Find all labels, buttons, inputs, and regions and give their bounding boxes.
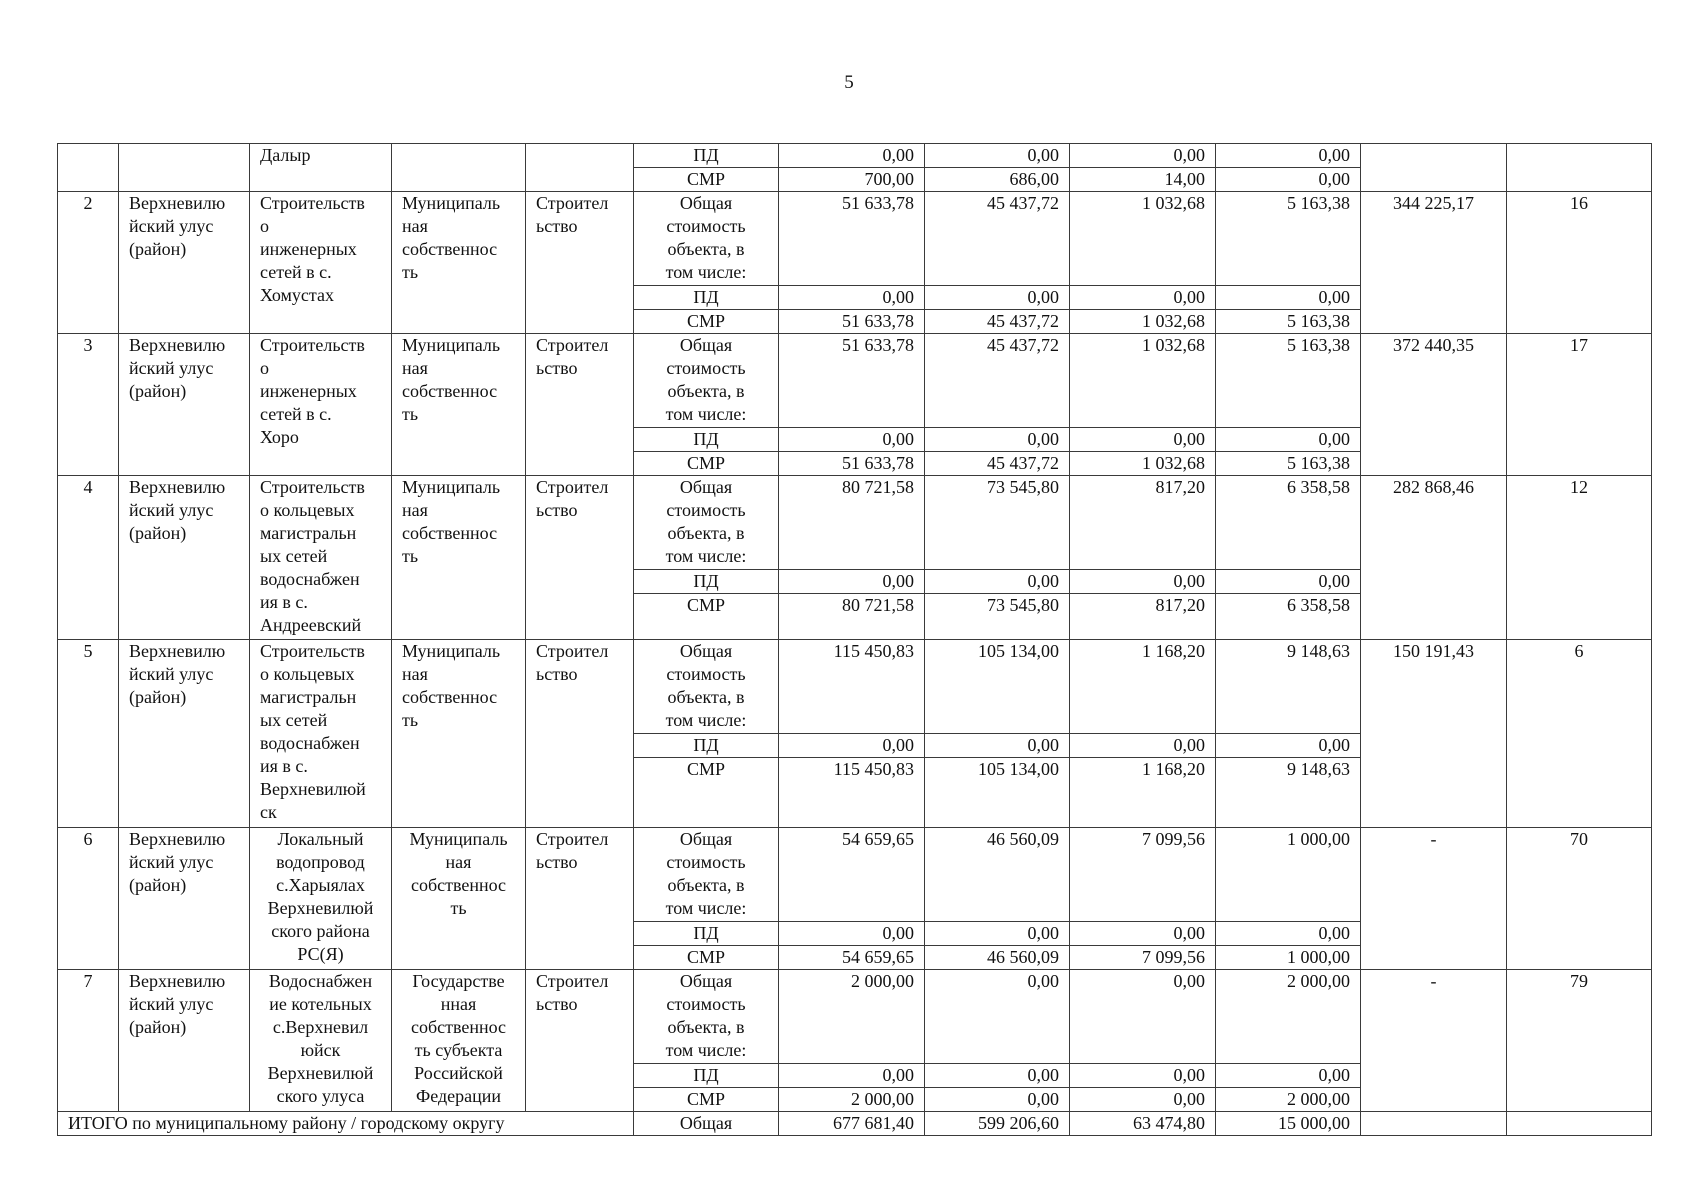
- amount-cell: 115 450,83: [779, 640, 925, 734]
- amount-cell: 51 633,78: [779, 334, 925, 428]
- category-cell: ПД: [634, 286, 779, 310]
- last-column-cell: [1507, 1112, 1652, 1136]
- category-cell: ПД: [634, 428, 779, 452]
- ownership-cell: Муниципаль ная собственнос ть: [392, 192, 526, 334]
- amount-cell: 1 000,00: [1216, 946, 1361, 970]
- cost-table: [57, 143, 1652, 1136]
- table-row: [58, 640, 1652, 734]
- amount-cell: 2 000,00: [1216, 1088, 1361, 1112]
- extra-value-cell: 372 440,35: [1361, 334, 1507, 476]
- last-column-cell: 79: [1507, 970, 1652, 1112]
- extra-value-cell: 344 225,17: [1361, 192, 1507, 334]
- amount-cell: 9 148,63: [1216, 758, 1361, 828]
- amount-cell: 0,00: [779, 144, 925, 168]
- amount-cell: 686,00: [925, 168, 1070, 192]
- row-number-cell: 6: [58, 828, 119, 970]
- extra-value-cell: -: [1361, 828, 1507, 970]
- amount-cell: 0,00: [1216, 428, 1361, 452]
- amount-cell: 0,00: [925, 1088, 1070, 1112]
- category-cell: Общая стоимость объекта, в том числе:: [634, 476, 779, 570]
- amount-cell: 105 134,00: [925, 640, 1070, 734]
- extra-value-cell: [1361, 144, 1507, 192]
- row-number-cell: 7: [58, 970, 119, 1112]
- category-cell: СМР: [634, 1088, 779, 1112]
- amount-cell: 51 633,78: [779, 310, 925, 334]
- category-cell: ПД: [634, 144, 779, 168]
- category-cell: Общая стоимость объекта, в том числе:: [634, 828, 779, 922]
- extra-value-cell: 282 868,46: [1361, 476, 1507, 640]
- work-type-cell: Строител ьство: [526, 476, 634, 640]
- amount-cell: 45 437,72: [925, 334, 1070, 428]
- amount-cell: 0,00: [779, 570, 925, 594]
- amount-cell: 46 560,09: [925, 828, 1070, 922]
- category-cell: СМР: [634, 310, 779, 334]
- last-column-cell: [1507, 144, 1652, 192]
- district-cell: Верхневилю йский улус (район): [119, 334, 250, 476]
- amount-cell: 0,00: [1216, 1064, 1361, 1088]
- category-cell: Общая стоимость объекта, в том числе:: [634, 192, 779, 286]
- amount-cell: 0,00: [1216, 570, 1361, 594]
- amount-cell: 817,20: [1070, 476, 1216, 570]
- table-row: [58, 476, 1652, 570]
- row-number-cell: 3: [58, 334, 119, 476]
- amount-cell: 46 560,09: [925, 946, 1070, 970]
- amount-cell: 1 000,00: [1216, 828, 1361, 922]
- last-column-cell: 16: [1507, 192, 1652, 334]
- category-cell: СМР: [634, 168, 779, 192]
- object-name-cell: Строительств о кольцевых магистральн ых сетей водоснабжен ия в с. Верхневилюй ск: [250, 640, 392, 828]
- amount-cell: 0,00: [1070, 1064, 1216, 1088]
- amount-cell: 0,00: [1216, 734, 1361, 758]
- ownership-cell: Государстве нная собственнос ть субъекта Российской Федерации: [392, 970, 526, 1112]
- total-row: [58, 1112, 1652, 1136]
- category-cell: Общая стоимость объекта, в том числе:: [634, 334, 779, 428]
- amount-cell: 115 450,83: [779, 758, 925, 828]
- amount-cell: 0,00: [925, 428, 1070, 452]
- last-column-cell: 70: [1507, 828, 1652, 970]
- amount-cell: 0,00: [1070, 734, 1216, 758]
- object-name-cell: Строительств о инженерных сетей в с. Хомустах: [250, 192, 392, 334]
- amount-cell: 0,00: [925, 286, 1070, 310]
- amount-cell: 5 163,38: [1216, 452, 1361, 476]
- amount-cell: 1 032,68: [1070, 310, 1216, 334]
- work-type-cell: Строител ьство: [526, 640, 634, 828]
- category-cell: Общая стоимость объекта, в том числе:: [634, 640, 779, 734]
- amount-cell: 0,00: [925, 1064, 1070, 1088]
- category-cell: СМР: [634, 758, 779, 828]
- amount-cell: 45 437,72: [925, 452, 1070, 476]
- amount-cell: 0,00: [925, 734, 1070, 758]
- district-cell: Верхневилю йский улус (район): [119, 476, 250, 640]
- amount-cell: 73 545,80: [925, 476, 1070, 570]
- extra-value-cell: [1361, 1112, 1507, 1136]
- row-number-cell: [58, 144, 119, 192]
- object-name-cell: Локальный водопровод с.Харыялах Верхневилюй ского района РС(Я): [250, 828, 392, 970]
- amount-cell: 0,00: [1070, 144, 1216, 168]
- amount-cell: 599 206,60: [925, 1112, 1070, 1136]
- ownership-cell: Муниципаль ная собственнос ть: [392, 334, 526, 476]
- district-cell: Верхневилю йский улус (район): [119, 640, 250, 828]
- amount-cell: 1 168,20: [1070, 640, 1216, 734]
- object-name-cell: Водоснабжен ие котельных с.Верхневил юйск Верхневилюй ского улуса: [250, 970, 392, 1112]
- amount-cell: 1 032,68: [1070, 452, 1216, 476]
- amount-cell: 0,00: [1216, 286, 1361, 310]
- page-number: 5: [844, 72, 854, 93]
- table-row: [58, 970, 1652, 1064]
- amount-cell: 0,00: [779, 286, 925, 310]
- amount-cell: 7 099,56: [1070, 828, 1216, 922]
- amount-cell: 0,00: [1070, 970, 1216, 1064]
- last-column-cell: 12: [1507, 476, 1652, 640]
- category-cell: Общая: [634, 1112, 779, 1136]
- amount-cell: 54 659,65: [779, 946, 925, 970]
- amount-cell: 6 358,58: [1216, 594, 1361, 640]
- amount-cell: 5 163,38: [1216, 310, 1361, 334]
- amount-cell: 73 545,80: [925, 594, 1070, 640]
- amount-cell: 54 659,65: [779, 828, 925, 922]
- amount-cell: 1 168,20: [1070, 758, 1216, 828]
- row-number-cell: 5: [58, 640, 119, 828]
- last-column-cell: 17: [1507, 334, 1652, 476]
- amount-cell: 45 437,72: [925, 192, 1070, 286]
- work-type-cell: Строител ьство: [526, 828, 634, 970]
- district-cell: [119, 144, 250, 192]
- category-cell: Общая стоимость объекта, в том числе:: [634, 970, 779, 1064]
- work-type-cell: Строител ьство: [526, 334, 634, 476]
- amount-cell: 2 000,00: [779, 1088, 925, 1112]
- amount-cell: 105 134,00: [925, 758, 1070, 828]
- amount-cell: 0,00: [779, 734, 925, 758]
- last-column-cell: 6: [1507, 640, 1652, 828]
- category-cell: ПД: [634, 1064, 779, 1088]
- object-name-cell: Далыр: [250, 144, 392, 192]
- district-cell: Верхневилю йский улус (район): [119, 192, 250, 334]
- amount-cell: 0,00: [925, 570, 1070, 594]
- row-number-cell: 2: [58, 192, 119, 334]
- object-name-cell: Строительств о кольцевых магистральн ых сетей водоснабжен ия в с. Андреевский: [250, 476, 392, 640]
- extra-value-cell: -: [1361, 970, 1507, 1112]
- category-cell: ПД: [634, 922, 779, 946]
- amount-cell: 0,00: [1216, 168, 1361, 192]
- work-type-cell: Строител ьство: [526, 192, 634, 334]
- amount-cell: 700,00: [779, 168, 925, 192]
- total-label: ИТОГО по муниципальному району / городскому округу: [58, 1112, 634, 1136]
- category-cell: ПД: [634, 734, 779, 758]
- amount-cell: 2 000,00: [779, 970, 925, 1064]
- amount-cell: 5 163,38: [1216, 192, 1361, 286]
- amount-cell: 14,00: [1070, 168, 1216, 192]
- category-cell: СМР: [634, 946, 779, 970]
- table-row: [58, 192, 1652, 286]
- amount-cell: 7 099,56: [1070, 946, 1216, 970]
- amount-cell: 1 032,68: [1070, 192, 1216, 286]
- category-cell: СМР: [634, 594, 779, 640]
- ownership-cell: [392, 144, 526, 192]
- table-row: [58, 334, 1652, 428]
- amount-cell: 15 000,00: [1216, 1112, 1361, 1136]
- amount-cell: 0,00: [1070, 570, 1216, 594]
- ownership-cell: Муниципаль ная собственнос ть: [392, 640, 526, 828]
- category-cell: СМР: [634, 452, 779, 476]
- amount-cell: 0,00: [1216, 144, 1361, 168]
- work-type-cell: Строител ьство: [526, 970, 634, 1112]
- amount-cell: 0,00: [779, 1064, 925, 1088]
- table-body: [58, 144, 1652, 1136]
- amount-cell: 0,00: [925, 922, 1070, 946]
- amount-cell: 45 437,72: [925, 310, 1070, 334]
- table-row: [58, 828, 1652, 922]
- amount-cell: 0,00: [1070, 922, 1216, 946]
- amount-cell: 51 633,78: [779, 192, 925, 286]
- amount-cell: 0,00: [779, 428, 925, 452]
- amount-cell: 0,00: [1070, 286, 1216, 310]
- amount-cell: 1 032,68: [1070, 334, 1216, 428]
- row-number-cell: 4: [58, 476, 119, 640]
- amount-cell: 6 358,58: [1216, 476, 1361, 570]
- amount-cell: 51 633,78: [779, 452, 925, 476]
- amount-cell: 0,00: [779, 922, 925, 946]
- district-cell: Верхневилю йский улус (район): [119, 828, 250, 970]
- amount-cell: 0,00: [925, 144, 1070, 168]
- amount-cell: 9 148,63: [1216, 640, 1361, 734]
- amount-cell: 2 000,00: [1216, 970, 1361, 1064]
- amount-cell: 80 721,58: [779, 476, 925, 570]
- amount-cell: 0,00: [1070, 428, 1216, 452]
- amount-cell: 0,00: [925, 970, 1070, 1064]
- work-type-cell: [526, 144, 634, 192]
- object-name-cell: Строительств о инженерных сетей в с. Хоро: [250, 334, 392, 476]
- ownership-cell: Муниципаль ная собственнос ть: [392, 476, 526, 640]
- table-row: [58, 144, 1652, 168]
- amount-cell: 0,00: [1216, 922, 1361, 946]
- amount-cell: 80 721,58: [779, 594, 925, 640]
- amount-cell: 63 474,80: [1070, 1112, 1216, 1136]
- amount-cell: 0,00: [1070, 1088, 1216, 1112]
- ownership-cell: Муниципаль ная собственнос ть: [392, 828, 526, 970]
- amount-cell: 677 681,40: [779, 1112, 925, 1136]
- extra-value-cell: 150 191,43: [1361, 640, 1507, 828]
- category-cell: ПД: [634, 570, 779, 594]
- amount-cell: 5 163,38: [1216, 334, 1361, 428]
- amount-cell: 817,20: [1070, 594, 1216, 640]
- district-cell: Верхневилю йский улус (район): [119, 970, 250, 1112]
